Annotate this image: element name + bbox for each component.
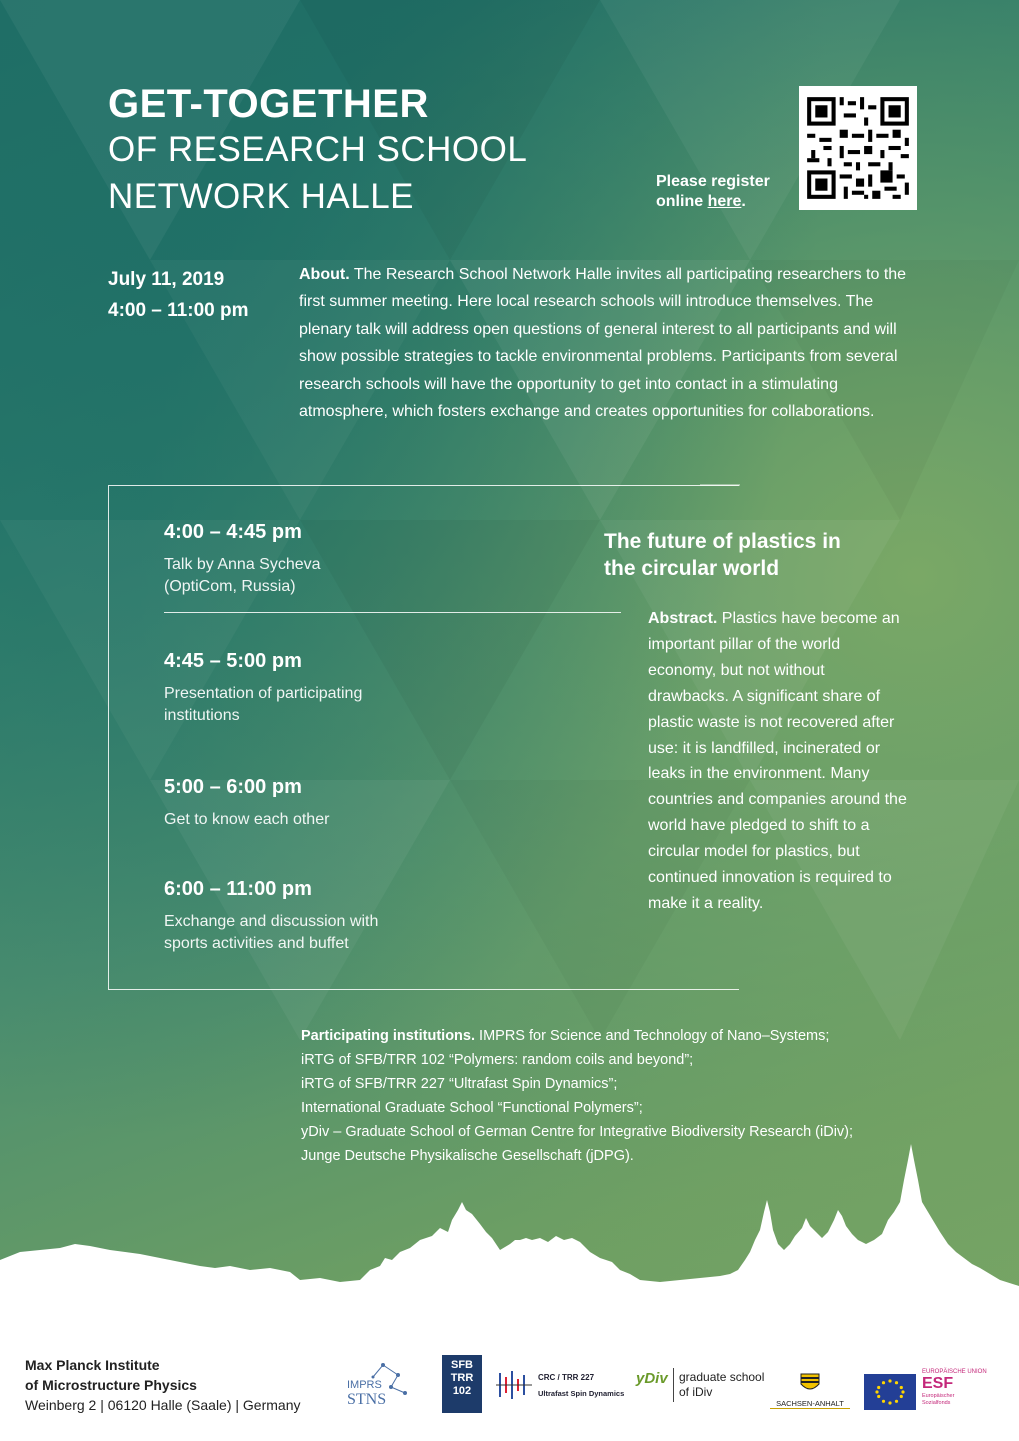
sfb-trr102-logo xyxy=(442,1355,482,1413)
esf-label: ESF xyxy=(922,1375,954,1392)
crc-subtitle: Ultrafast Spin Dynamics xyxy=(538,1389,625,1398)
talk-title-line2: the circular world xyxy=(604,557,780,580)
ydiv-text1: graduate school xyxy=(679,1370,765,1384)
about-label: About. xyxy=(299,266,350,283)
title-line3: NETWORK HALLE xyxy=(108,177,414,216)
schedule-slot-3 xyxy=(164,776,329,831)
institution-line: Junge Deutsche Physikalische Gesellschaft (jDPG). xyxy=(301,1148,634,1164)
stns-label: STNS xyxy=(347,1391,387,1408)
abstract-label: Abstract. xyxy=(648,610,718,627)
slot-desc-line1: Exchange and discussion with xyxy=(164,913,379,930)
abstract-paragraph xyxy=(648,606,910,917)
institutions-label: Participating institutions. xyxy=(301,1028,476,1044)
title-line2: OF RESEARCH SCHOOL xyxy=(108,130,528,169)
slot-desc-line1: Presentation of participating xyxy=(164,685,363,702)
trr-number: 102 xyxy=(452,1385,472,1397)
ydiv-logo xyxy=(636,1370,766,1410)
about-paragraph xyxy=(299,261,911,425)
slot-desc-line2: sports activities and buffet xyxy=(164,935,349,952)
schedule-divider xyxy=(164,612,621,613)
event-datetime xyxy=(108,264,248,326)
qr-code-image xyxy=(799,86,917,210)
coat-of-arms-icon xyxy=(799,1372,821,1394)
slot-desc-line2: (OptiCom, Russia) xyxy=(164,578,296,595)
imprs-label: IMPRS xyxy=(347,1379,382,1391)
halle-skyline xyxy=(0,1140,1019,1350)
schedule-slot-2 xyxy=(164,650,362,727)
slot-desc-line2: institutions xyxy=(164,707,240,724)
eu-flag xyxy=(864,1374,916,1410)
org-line2: of Microstructure Physics xyxy=(25,1377,197,1393)
slot-desc-line1: Get to know each other xyxy=(164,811,330,828)
crc-trr227-logo xyxy=(496,1367,626,1407)
talk-title xyxy=(604,528,904,582)
event-date: July 11, 2019 xyxy=(108,269,225,290)
register-note xyxy=(656,172,770,212)
schedule-slot-1 xyxy=(164,521,321,598)
schedule-slot-4 xyxy=(164,878,378,955)
sfb-label: SFB xyxy=(451,1359,473,1371)
esf-sub2: Sozialfonds xyxy=(922,1400,951,1406)
address: Weinberg 2 | 06120 Halle (Saale) | Germany xyxy=(25,1397,301,1413)
title-line1: GET-TOGETHER xyxy=(108,82,429,126)
eu-stars-icon xyxy=(864,1374,916,1410)
sachsen-anhalt-logo xyxy=(770,1372,850,1412)
ydiv-text2: of iDiv xyxy=(679,1385,713,1399)
institute-address xyxy=(25,1355,301,1415)
esf-sub1: Europäischer xyxy=(922,1393,955,1399)
qr-code[interactable] xyxy=(799,86,917,210)
spin-dynamics-icon xyxy=(496,1367,532,1403)
slot-time: 5:00 – 6:00 pm xyxy=(164,776,302,798)
event-time: 4:00 – 11:00 pm xyxy=(108,300,249,321)
eu-label: EUROPÄISCHE UNION xyxy=(922,1369,987,1375)
institution-line: yDiv – Graduate School of German Centre for Integrative Biodiversity Research (iDiv); xyxy=(301,1124,854,1140)
institution-line: International Graduate School “Functional Polymers”; xyxy=(301,1100,643,1116)
abstract-text: Plastics have become an important pillar of the world economy, but not without drawbacks. A significant share of plastic waste is not recovered after use: it is landfilled, incinerated or leaks in the environment. Many countries and companies around the world have pledged to shift to a circular model for plastics, but continued innovation is required to make it a reality. xyxy=(648,610,907,912)
trr-label: TRR xyxy=(450,1372,474,1384)
register-link[interactable]: here xyxy=(707,193,742,210)
slot-time: 6:00 – 11:00 pm xyxy=(164,878,312,900)
slot-time: 4:00 – 4:45 pm xyxy=(164,521,302,543)
box-top-fade xyxy=(700,484,740,487)
ydiv-label: yDiv xyxy=(636,1370,668,1387)
crc-label: CRC / TRR 227 xyxy=(538,1373,595,1382)
institution-line: iRTG of SFB/TRR 102 “Polymers: random coils and beyond”; xyxy=(301,1052,694,1068)
esf-logo xyxy=(922,1369,992,1414)
slot-desc-line1: Talk by Anna Sycheva xyxy=(164,556,321,573)
about-text: The Research School Network Halle invites all participating researchers to the first summer meeting. Here local research schools will introduce themselves. The plenary talk will address open questions of general interest to all participants and will show possible strategies to tackle environmental problems. Participants from several research schools will have the opportunity to get into contact in a stimulating atmosphere, which fosters exchange and creates opportunities for collaborations. xyxy=(299,266,907,421)
sachsen-label: SACHSEN-ANHALT xyxy=(770,1399,850,1409)
talk-title-line1: The future of plastics in xyxy=(604,530,841,553)
slot-time: 4:45 – 5:00 pm xyxy=(164,650,302,672)
register-text: Please register xyxy=(656,173,770,190)
org-line1: Max Planck Institute xyxy=(25,1357,160,1373)
register-online: online xyxy=(656,193,708,210)
register-period: . xyxy=(741,193,746,210)
imprs-stns-logo xyxy=(343,1357,415,1412)
institution-line: iRTG of SFB/TRR 227 “Ultrafast Spin Dynamics”; xyxy=(301,1076,618,1092)
institution-line: IMPRS for Science and Technology of Nano–Systems; xyxy=(475,1028,830,1044)
